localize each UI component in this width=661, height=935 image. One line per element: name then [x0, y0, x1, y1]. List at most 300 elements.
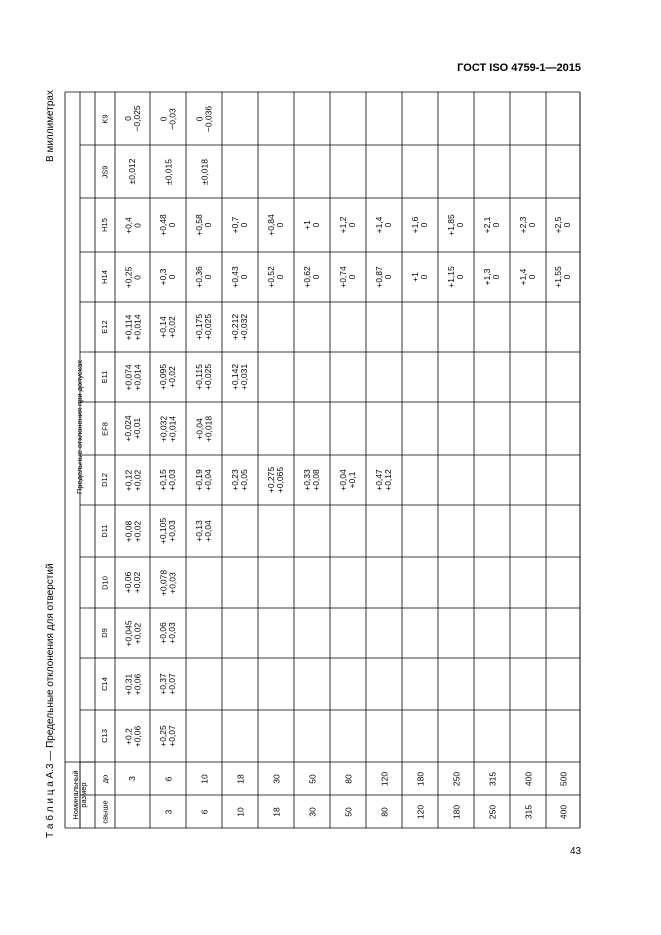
tolerance-value [222, 402, 258, 455]
tolerance-value [438, 710, 474, 762]
tolerance-value [510, 402, 546, 455]
tolerance-value [115, 198, 150, 252]
tolerance-value-text [222, 92, 258, 145]
tolerance-value-text: +0,074 +0,014 [122, 363, 142, 391]
tolerance-value [258, 145, 294, 198]
tolerance-value [330, 352, 366, 402]
tolerance-value [330, 455, 366, 505]
tolerance-value-text [474, 92, 510, 145]
tolerance-value [474, 198, 510, 252]
tolerance-value-text: +1 0 [302, 220, 321, 230]
tolerance-value [294, 252, 330, 302]
tolerance-value [546, 302, 580, 352]
tolerance-value-text: +1,4 0 [374, 216, 393, 234]
tolerance-value-text [366, 710, 402, 762]
tolerance-value [402, 252, 438, 302]
tolerance-value [474, 302, 510, 352]
tolerance-value-text: +0,23 +0,05 [230, 469, 249, 491]
tolerance-value [510, 505, 546, 557]
tolerance-value [186, 658, 222, 710]
row-to-value [150, 762, 186, 795]
column-header-e12 [95, 302, 115, 352]
tolerance-value [294, 505, 330, 557]
tolerance-value-text [438, 505, 474, 557]
tolerance-value [115, 352, 150, 402]
tolerance-value [330, 302, 366, 352]
tolerance-value [474, 455, 510, 505]
tolerance-value [186, 352, 222, 402]
tolerance-value-text [474, 352, 510, 402]
tolerance-value [366, 710, 402, 762]
column-header-d9-text: D9 [100, 628, 110, 638]
tolerance-value-text [510, 302, 546, 352]
tolerance-value [366, 92, 402, 145]
tolerance-value [546, 145, 580, 198]
column-header-c14 [95, 658, 115, 710]
tolerance-value [258, 302, 294, 352]
tolerance-value [366, 252, 402, 302]
tolerance-value-text: +0,032 +0,014 [158, 415, 177, 442]
nominal-size-header-text: Номинальный размер [71, 770, 88, 820]
row-over-value [258, 795, 294, 828]
tolerance-value-text [402, 455, 438, 505]
column-header-k9-text: K9 [100, 113, 110, 124]
row-over-value-text: 50 [342, 806, 353, 817]
column-header-c13-text: C13 [100, 729, 110, 743]
tolerance-value [366, 198, 402, 252]
tolerance-value-text [402, 302, 438, 352]
row-to-value-text: 30 [270, 773, 281, 784]
row-over-value [366, 795, 402, 828]
tolerance-value [402, 352, 438, 402]
tolerance-value [150, 608, 186, 658]
column-header-h14-text: H14 [100, 270, 110, 284]
row-over-value [186, 795, 222, 828]
row-to-value-text: 180 [414, 771, 425, 786]
tolerance-value-text [510, 92, 546, 145]
tolerance-value [330, 608, 366, 658]
tolerance-value-text [258, 658, 294, 710]
tolerance-value [510, 710, 546, 762]
tolerance-value [258, 92, 294, 145]
tolerance-value-text [330, 608, 366, 658]
tolerance-value-text [222, 658, 258, 710]
tolerance-value-text [222, 402, 258, 455]
tolerance-value-text [258, 557, 294, 608]
row-over-value-text: 315 [522, 804, 533, 819]
tolerance-value [294, 658, 330, 710]
tolerance-value [330, 145, 366, 198]
column-header-e11 [95, 352, 115, 402]
row-over-value-text: 30 [306, 806, 317, 817]
tolerance-value-text [186, 608, 222, 658]
tolerance-value-text [330, 302, 366, 352]
tolerance-value [546, 252, 580, 302]
tolerance-value-text [258, 145, 294, 198]
tolerance-value-text [510, 557, 546, 608]
tolerance-value [330, 710, 366, 762]
tolerance-value [258, 252, 294, 302]
tolerance-value-text [186, 557, 222, 608]
row-over-value [115, 795, 150, 828]
row-to-value [186, 762, 222, 795]
tolerance-value-text [330, 402, 366, 455]
tolerance-value [115, 557, 150, 608]
tolerance-value [438, 608, 474, 658]
tolerance-value-text [438, 302, 474, 352]
tolerance-value-text: +0,25 +0,07 [158, 725, 177, 747]
tolerance-value [402, 455, 438, 505]
tolerance-value-text: 0 −0,03 [158, 107, 177, 130]
tolerance-value [294, 402, 330, 455]
tolerance-value-text: +0,31 +0,06 [122, 673, 142, 695]
tolerance-value [258, 608, 294, 658]
tolerance-value-text: +0,12 +0,02 [122, 469, 142, 491]
tolerance-value-text [474, 505, 510, 557]
column-header-k9 [95, 92, 115, 145]
tolerance-value-text [402, 402, 438, 455]
row-over-value-text: 3 [162, 809, 173, 814]
tolerance-value [294, 145, 330, 198]
tolerance-value-text [330, 145, 366, 198]
row-over-value [222, 795, 258, 828]
tolerance-value [438, 455, 474, 505]
tolerance-value [150, 710, 186, 762]
tolerance-value-text [402, 608, 438, 658]
tolerance-value [294, 455, 330, 505]
column-header-ef8-text: EF8 [100, 421, 110, 436]
tolerance-value [222, 505, 258, 557]
tolerance-value [366, 608, 402, 658]
tolerance-value-text [546, 92, 580, 145]
tolerance-value [438, 145, 474, 198]
row-to-value-text: 80 [342, 773, 353, 784]
tolerance-value [510, 198, 546, 252]
tolerance-value [546, 608, 580, 658]
row-to-value-text: 18 [234, 773, 245, 784]
tolerance-value-text [258, 710, 294, 762]
tolerance-value [510, 557, 546, 608]
tolerance-value-text: +0,114 +0,014 [122, 313, 142, 341]
row-to-value-text: 500 [557, 771, 568, 786]
tolerance-value-text [510, 658, 546, 710]
tolerance-value-text [474, 608, 510, 658]
tolerance-value-text [294, 402, 330, 455]
tolerance-value-text: ±0,012 [127, 158, 138, 185]
row-to-value [402, 762, 438, 795]
tolerance-value-text: 0 −0,036 [194, 105, 213, 132]
tolerance-value [258, 557, 294, 608]
tolerance-value-text [510, 402, 546, 455]
nominal-size-header [65, 762, 95, 828]
tolerance-value [546, 658, 580, 710]
deviation-header-text: Предельные отклонения при допусках [75, 359, 85, 495]
tolerance-value [330, 252, 366, 302]
tolerance-value [510, 145, 546, 198]
row-over-value-text: 18 [270, 806, 281, 817]
row-to-value [294, 762, 330, 795]
tolerance-value-text [438, 145, 474, 198]
tolerance-value [186, 92, 222, 145]
tolerance-value-text [402, 505, 438, 557]
tolerance-value [438, 302, 474, 352]
tolerance-value-text: +1 0 [410, 272, 429, 282]
tolerance-value [402, 402, 438, 455]
tolerance-value [294, 608, 330, 658]
row-to-value-text: 10 [198, 773, 209, 784]
column-header-d10 [95, 557, 115, 608]
tolerance-value [510, 302, 546, 352]
row-over-value-text: 120 [414, 804, 425, 819]
tolerance-value [474, 658, 510, 710]
tolerance-value [402, 557, 438, 608]
tolerance-value [222, 92, 258, 145]
tolerance-value-text [474, 658, 510, 710]
tolerance-value-text [330, 92, 366, 145]
tolerance-value [294, 557, 330, 608]
tolerance-value-text [474, 402, 510, 455]
tolerance-value [294, 352, 330, 402]
tolerance-value [222, 710, 258, 762]
tolerance-value-text: +0,52 0 [266, 266, 285, 288]
tolerance-value [186, 302, 222, 352]
tolerance-value-text: +1,6 0 [410, 216, 429, 234]
column-header-ef8 [95, 402, 115, 455]
tolerance-value [150, 402, 186, 455]
tolerance-value-text [402, 557, 438, 608]
tolerance-value-text [474, 710, 510, 762]
tolerance-value-text [222, 608, 258, 658]
tolerance-value-text [546, 557, 580, 608]
tolerance-value-text [258, 608, 294, 658]
tolerance-value [402, 710, 438, 762]
row-over-value-text: 80 [378, 806, 389, 817]
tolerance-value-text: +0,2 +0,06 [122, 725, 142, 747]
tolerance-value-text: +0,74 0 [338, 266, 357, 288]
tolerance-value-text: +2,5 0 [553, 216, 572, 234]
tolerance-value [438, 505, 474, 557]
tolerance-value [366, 505, 402, 557]
column-header-e12-text: E12 [100, 320, 110, 334]
column-header-e11-text: E11 [100, 370, 110, 384]
tolerance-value-text [402, 658, 438, 710]
tolerance-value [115, 92, 150, 145]
tolerance-value-text: +0,62 0 [302, 266, 321, 288]
tolerance-value [510, 608, 546, 658]
tolerance-value-text: +0,115 +0,025 [194, 363, 213, 391]
tolerance-value [150, 302, 186, 352]
tolerance-value-text [366, 302, 402, 352]
tolerance-value [150, 198, 186, 252]
tolerance-value-text: +0,04 +0,018 [194, 415, 213, 442]
tolerance-value-text: +0,4 0 [122, 216, 142, 234]
tolerance-value [546, 557, 580, 608]
tolerance-value-text: +2,3 0 [518, 216, 537, 234]
tolerance-value [438, 402, 474, 455]
tolerance-value [186, 608, 222, 658]
tolerance-value-text [222, 557, 258, 608]
tolerance-value-text [366, 145, 402, 198]
tolerance-value-text: +0,06 +0,03 [158, 622, 177, 644]
row-over-value-text: 180 [450, 804, 461, 819]
to-header-text: до [100, 774, 110, 783]
tolerance-value [222, 252, 258, 302]
row-to-value-text: 250 [450, 771, 461, 786]
tolerance-value [330, 92, 366, 145]
tolerance-value [150, 505, 186, 557]
tolerance-value [438, 252, 474, 302]
row-over-value-text: 400 [557, 804, 568, 819]
deviation-header [65, 92, 95, 762]
tolerance-value [222, 145, 258, 198]
row-to-value [438, 762, 474, 795]
over-header-text: свыше [100, 799, 110, 824]
tolerance-value-text: +0,3 0 [158, 268, 177, 286]
row-over-value-text: 6 [198, 809, 209, 814]
tolerance-value-text [186, 658, 222, 710]
tolerance-value-text [546, 145, 580, 198]
row-over-value-text: 10 [234, 806, 245, 817]
tolerance-value [402, 145, 438, 198]
tolerance-value-text: +0,87 0 [374, 266, 393, 288]
tolerance-value [150, 252, 186, 302]
tolerance-value-text [546, 302, 580, 352]
tolerance-value-text [294, 658, 330, 710]
tolerance-value [546, 92, 580, 145]
tolerance-value-text: +0,175 +0,025 [194, 313, 213, 341]
tolerance-value [186, 455, 222, 505]
tolerance-value-text: +0,024 +0,01 [122, 415, 142, 442]
tolerance-value-text [438, 92, 474, 145]
tolerance-value-text: ±0,018 [198, 158, 209, 185]
tolerance-value [115, 710, 150, 762]
tolerance-value-text [366, 557, 402, 608]
tolerance-value [258, 198, 294, 252]
tolerance-value [366, 145, 402, 198]
row-to-value [546, 762, 580, 795]
tolerance-value-text: +1,2 0 [338, 216, 357, 234]
tolerance-value-text [294, 92, 330, 145]
tolerance-value [222, 352, 258, 402]
tolerance-value-text [366, 92, 402, 145]
tolerance-value-text [474, 145, 510, 198]
tolerance-value-text [402, 710, 438, 762]
tolerance-value [294, 710, 330, 762]
tolerance-value [366, 557, 402, 608]
row-over-value [510, 795, 546, 828]
column-header-h15-text: H15 [100, 218, 110, 232]
tolerance-value-text: ±0,015 [162, 158, 173, 185]
row-over-value [402, 795, 438, 828]
tolerance-value-text: 0 −0,025 [122, 105, 142, 132]
tolerance-value-text: +0,48 0 [158, 214, 177, 236]
tolerance-value [150, 92, 186, 145]
row-over-value [474, 795, 510, 828]
tolerance-value [546, 505, 580, 557]
tolerance-value [474, 557, 510, 608]
tolerance-value-text [294, 302, 330, 352]
tolerance-value [186, 557, 222, 608]
tolerance-value-text: +0,08 +0,02 [122, 520, 142, 542]
tolerance-value [115, 455, 150, 505]
tolerance-value-text [330, 557, 366, 608]
tolerance-value [115, 402, 150, 455]
tolerance-value-text: +0,105 +0,03 [158, 517, 177, 545]
tolerance-value-text [366, 505, 402, 557]
tolerance-value-text [402, 352, 438, 402]
tolerance-value-text [294, 505, 330, 557]
tolerance-value [402, 658, 438, 710]
tolerance-value-text: +0,14 +0,02 [158, 316, 177, 338]
tolerance-value-text [546, 352, 580, 402]
tolerance-value-text [330, 352, 366, 402]
row-to-value-text: 315 [486, 771, 497, 786]
tolerance-value [402, 92, 438, 145]
row-over-value-text: 250 [486, 804, 497, 819]
tolerance-value [474, 352, 510, 402]
tolerance-value [294, 92, 330, 145]
tolerance-value-text [258, 302, 294, 352]
tolerance-value-text [510, 608, 546, 658]
tolerance-value-text [546, 608, 580, 658]
tolerance-value [258, 455, 294, 505]
tolerance-value [222, 198, 258, 252]
tolerance-value-text: +0,84 0 [266, 214, 285, 236]
tolerance-value [258, 505, 294, 557]
column-header-h14 [95, 252, 115, 302]
tolerance-value-text [258, 505, 294, 557]
tolerance-value-text [510, 145, 546, 198]
tolerance-value [115, 302, 150, 352]
tolerance-value-text [474, 455, 510, 505]
tolerance-value-text [294, 145, 330, 198]
tolerance-value-text: +0,58 0 [194, 214, 213, 236]
row-over-value [294, 795, 330, 828]
tolerance-value [510, 92, 546, 145]
row-to-value [330, 762, 366, 795]
tolerance-value [115, 252, 150, 302]
tolerance-value-text [438, 352, 474, 402]
tolerance-value [402, 302, 438, 352]
tolerance-value [546, 710, 580, 762]
tolerance-value-text [222, 145, 258, 198]
tolerance-value [115, 145, 150, 198]
tolerance-value [510, 352, 546, 402]
tolerance-value-text: +0,7 0 [230, 216, 249, 234]
column-header-d9 [95, 608, 115, 658]
tolerance-value-text [546, 658, 580, 710]
tolerance-value-text [438, 557, 474, 608]
tolerance-value [402, 608, 438, 658]
tolerance-value-text [546, 710, 580, 762]
tolerance-value [186, 402, 222, 455]
row-to-value-text: 3 [127, 776, 138, 781]
tolerance-value-text [366, 352, 402, 402]
tolerance-value-text [330, 505, 366, 557]
tolerance-value [222, 455, 258, 505]
tolerance-value [438, 92, 474, 145]
column-header-d12-text: D12 [100, 473, 110, 487]
to-header [95, 762, 115, 795]
tolerance-value [258, 658, 294, 710]
tolerance-value [474, 145, 510, 198]
column-header-js9 [95, 145, 115, 198]
tolerance-value [150, 455, 186, 505]
tolerance-value-text: +1,85 0 [446, 214, 465, 236]
tolerance-value [510, 455, 546, 505]
tolerance-value-text [366, 608, 402, 658]
tolerance-value [546, 198, 580, 252]
